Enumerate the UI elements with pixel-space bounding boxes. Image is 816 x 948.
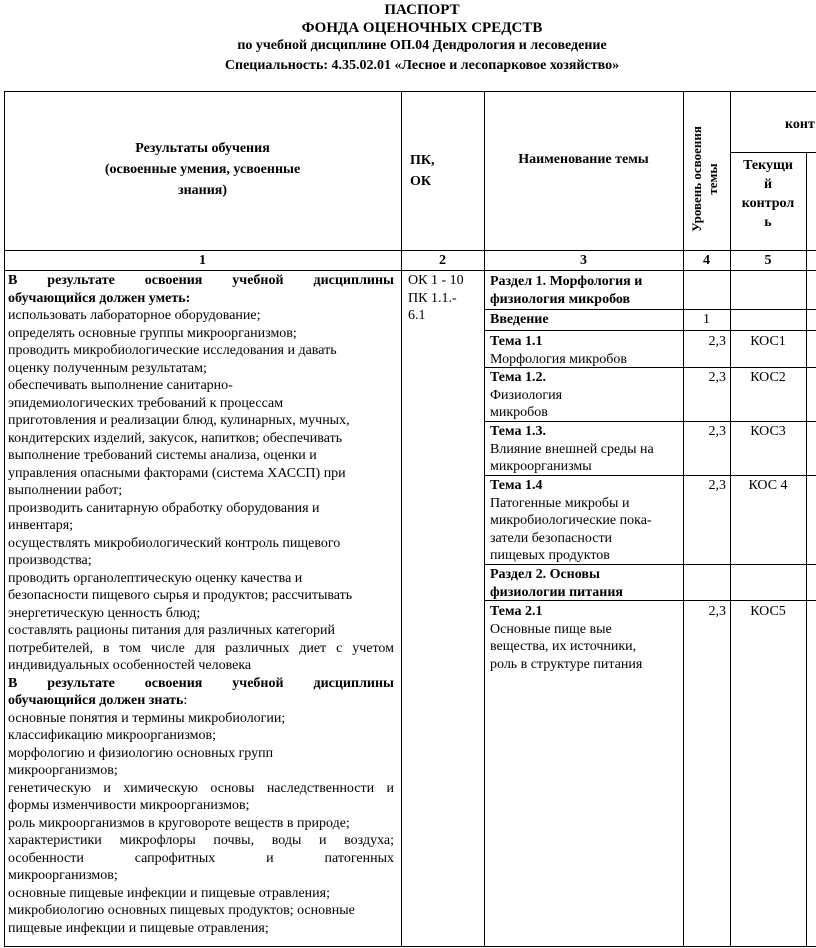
topic-1-2 [490,369,680,422]
competencies-cell [408,272,482,325]
results-column-header [4,138,401,201]
knowledge-item: микроорганизмов; [8,868,118,883]
skills-item: потребителей, в том числе для различных диет с учетом [8,640,394,656]
competency-line: 6.1 [408,308,426,323]
document-title: ПАСПОРТ [384,2,460,18]
knowledge-item: основные понятия и термины микробиологии; [8,710,286,726]
skills-item: индивидуальных особенностей человека [8,658,252,673]
topic-1-4-level: 2,3 [708,478,726,493]
topic-name: роль в структуре питания [490,656,643,672]
learning-outcomes-cell [8,272,394,937]
skills-item: производить санитарную обработку оборудования и [8,500,320,516]
skills-item: проводить органолептическую оценку качества и [8,570,303,586]
topic-2-1 [490,603,680,673]
knowledge-item: особенности сапрофитных и патогенных [8,850,394,866]
topic-1-1-level: 2,3 [708,334,726,349]
topic-name: Физиология [490,387,563,403]
skills-item: определять основные группы микроорганизмов; [8,325,297,341]
topic-name: Патогенные микробы и [490,495,630,511]
skills-item: эпидемиологических требований к процессам [8,395,284,411]
skills-item: выполнении работ; [8,483,123,498]
section-heading-line: Раздел 1. Морфология и [490,274,643,289]
skills-item: выполнение требований системы анализа, оценки и [8,448,317,463]
column-number: 1 [199,253,206,268]
control-subheader-line [730,152,816,153]
topic-1-1 [490,333,680,368]
row-line [484,309,816,310]
current-control-line: Текущи [743,158,793,173]
numbers-bottom-line [4,270,816,271]
knowledge-heading-colon: : [183,693,188,708]
discipline-line: по учебной дисциплине ОП.04 Дендрология и лесоведение [237,38,607,53]
knowledge-item: генетическую и химическую основы наследственности и [8,780,394,796]
level-column-header [689,101,723,257]
topic-title: Тема 1.4 [490,478,543,493]
knowledge-heading: В результате освоения учебной дисциплины [8,675,394,691]
col-divider-5 [806,152,807,947]
current-control-header [730,156,806,232]
column-number: 2 [439,253,446,268]
level-header-line: Уровень освоения [689,126,704,232]
results-header-line: знания) [177,183,228,198]
col-divider-3 [683,91,684,947]
topic-title: Тема 1.1 [490,334,543,349]
topic-title: Тема 1.3. [490,424,546,439]
competency-line: ПК 1.1.- [408,290,457,306]
topic-2-1-control: КОС5 [750,604,786,619]
knowledge-item: микроорганизмов; [8,763,118,778]
results-header-line: (освоенные умения, усвоенные [104,162,301,177]
level-header-line: темы [705,163,720,195]
col-divider-2 [484,91,485,947]
topic-1-2-control: КОС2 [750,370,786,385]
column-number: 5 [764,253,772,268]
column-number: 4 [703,253,710,268]
skills-item: оценку полученным результатам; [8,360,207,376]
topic-title: Тема 1.2. [490,370,546,385]
topic-name: затели безопасности [490,530,613,546]
topic-1-3 [490,423,680,476]
current-control-line: контрол [741,196,795,211]
topic-1-4-control: КОС 4 [748,478,788,493]
knowledge-item: роль микроорганизмов в круговороте веществ в природе; [8,815,350,831]
skills-heading: В результате освоения учебной дисциплины [8,273,394,288]
current-control-line: ь [764,215,772,230]
knowledge-heading-text: обучающийся должен знать [8,693,184,708]
intro-topic: Введение [490,312,549,327]
topic-name: Влияние внешней среды на [490,441,654,457]
column-number: 3 [580,253,587,268]
topic-1-2-level: 2,3 [708,370,726,385]
skills-item: кондитерских изделий, закусок, напитков; обеспечивать [8,430,343,446]
skills-item: инвентаря; [8,518,74,533]
topic-title: Тема 2.1 [490,604,543,619]
specialty-line: Специальность: 4.35.02.01 «Лесное и лесопарковое хозяйство» [224,58,620,73]
topic-name: микробов [490,405,548,420]
skills-item: производства; [8,553,92,568]
knowledge-item: пищевые инфекции и пищевые отравления; [8,920,269,936]
topic-1-4 [490,477,680,565]
skills-heading: обучающийся должен уметь: [8,290,191,306]
skills-item: составлять рационы питания для различных категорий [8,623,336,638]
topic-name: Морфология микробов [490,351,628,367]
topic-name: Основные пище вые [490,621,612,637]
knowledge-item: морфологию и физиологию основных групп [8,745,274,761]
section-heading-line: Раздел 2. Основы [490,567,600,582]
pk-header-line: ПК, [410,153,435,168]
topic-1-1-control: КОС1 [750,334,786,349]
document-subtitle: ФОНДА ОЦЕНОЧНЫХ СРЕДСТВ [301,20,543,36]
table-border-bottom [4,946,816,947]
topic-1-3-level: 2,3 [708,424,726,439]
skills-item: использовать лабораторное оборудование; [8,308,261,323]
control-column-header: конт [785,117,815,132]
skills-item: проводить микробиологические исследования и давать [8,343,337,358]
section-heading-line: физиологии питания [490,584,623,600]
section-2-heading [490,566,680,601]
intro-level: 1 [703,312,710,327]
competency-line: ОК 1 - 10 [408,273,464,288]
skills-item: осуществлять микробиологический контроль пищевого [8,535,341,551]
skills-item: обеспечивать выполнение санитарно- [8,378,233,393]
col-divider-1 [401,91,402,947]
current-control-line: й [763,177,773,192]
pk-header-line: ОК [410,174,432,189]
knowledge-item: характеристики микрофлоры почвы, воды и воздуха; [8,833,394,848]
knowledge-item: основные пищевые инфекции и пищевые отравления; [8,885,330,901]
knowledge-item: микробиологию основных пищевых продуктов; основные [8,903,355,918]
pk-column-header [410,150,435,192]
topic-column-header: Наименование темы [518,152,649,167]
skills-item: безопасности пищевого сырья и продуктов; рассчитывать [8,588,353,603]
table-border-left [4,91,5,947]
topic-name: микробиологические пока- [490,513,652,528]
skills-item: управления опасными факторами (система ХАССП) при [8,465,346,481]
topic-name: вещества, их источники, [490,639,637,654]
topic-name: пищевых продуктов [490,548,610,563]
topic-name: микроорганизмы [490,459,592,474]
knowledge-heading [8,692,394,710]
results-header-line: Результаты обучения [135,141,270,156]
knowledge-item: формы изменчивости микроорганизмов; [8,798,250,813]
table-border-top [4,91,816,92]
topic-1-3-control: КОС3 [750,424,786,439]
knowledge-item: классификацию микроорганизмов; [8,728,217,743]
section-1-heading [490,273,680,308]
row-line [484,330,816,331]
skills-item: приготовления и реализации блюд, кулинарных, мучных, [8,413,350,428]
skills-item: энергетическую ценность блюд; [8,605,201,621]
section-heading-line: физиология микробов [490,291,631,307]
topic-2-1-level: 2,3 [708,604,726,619]
